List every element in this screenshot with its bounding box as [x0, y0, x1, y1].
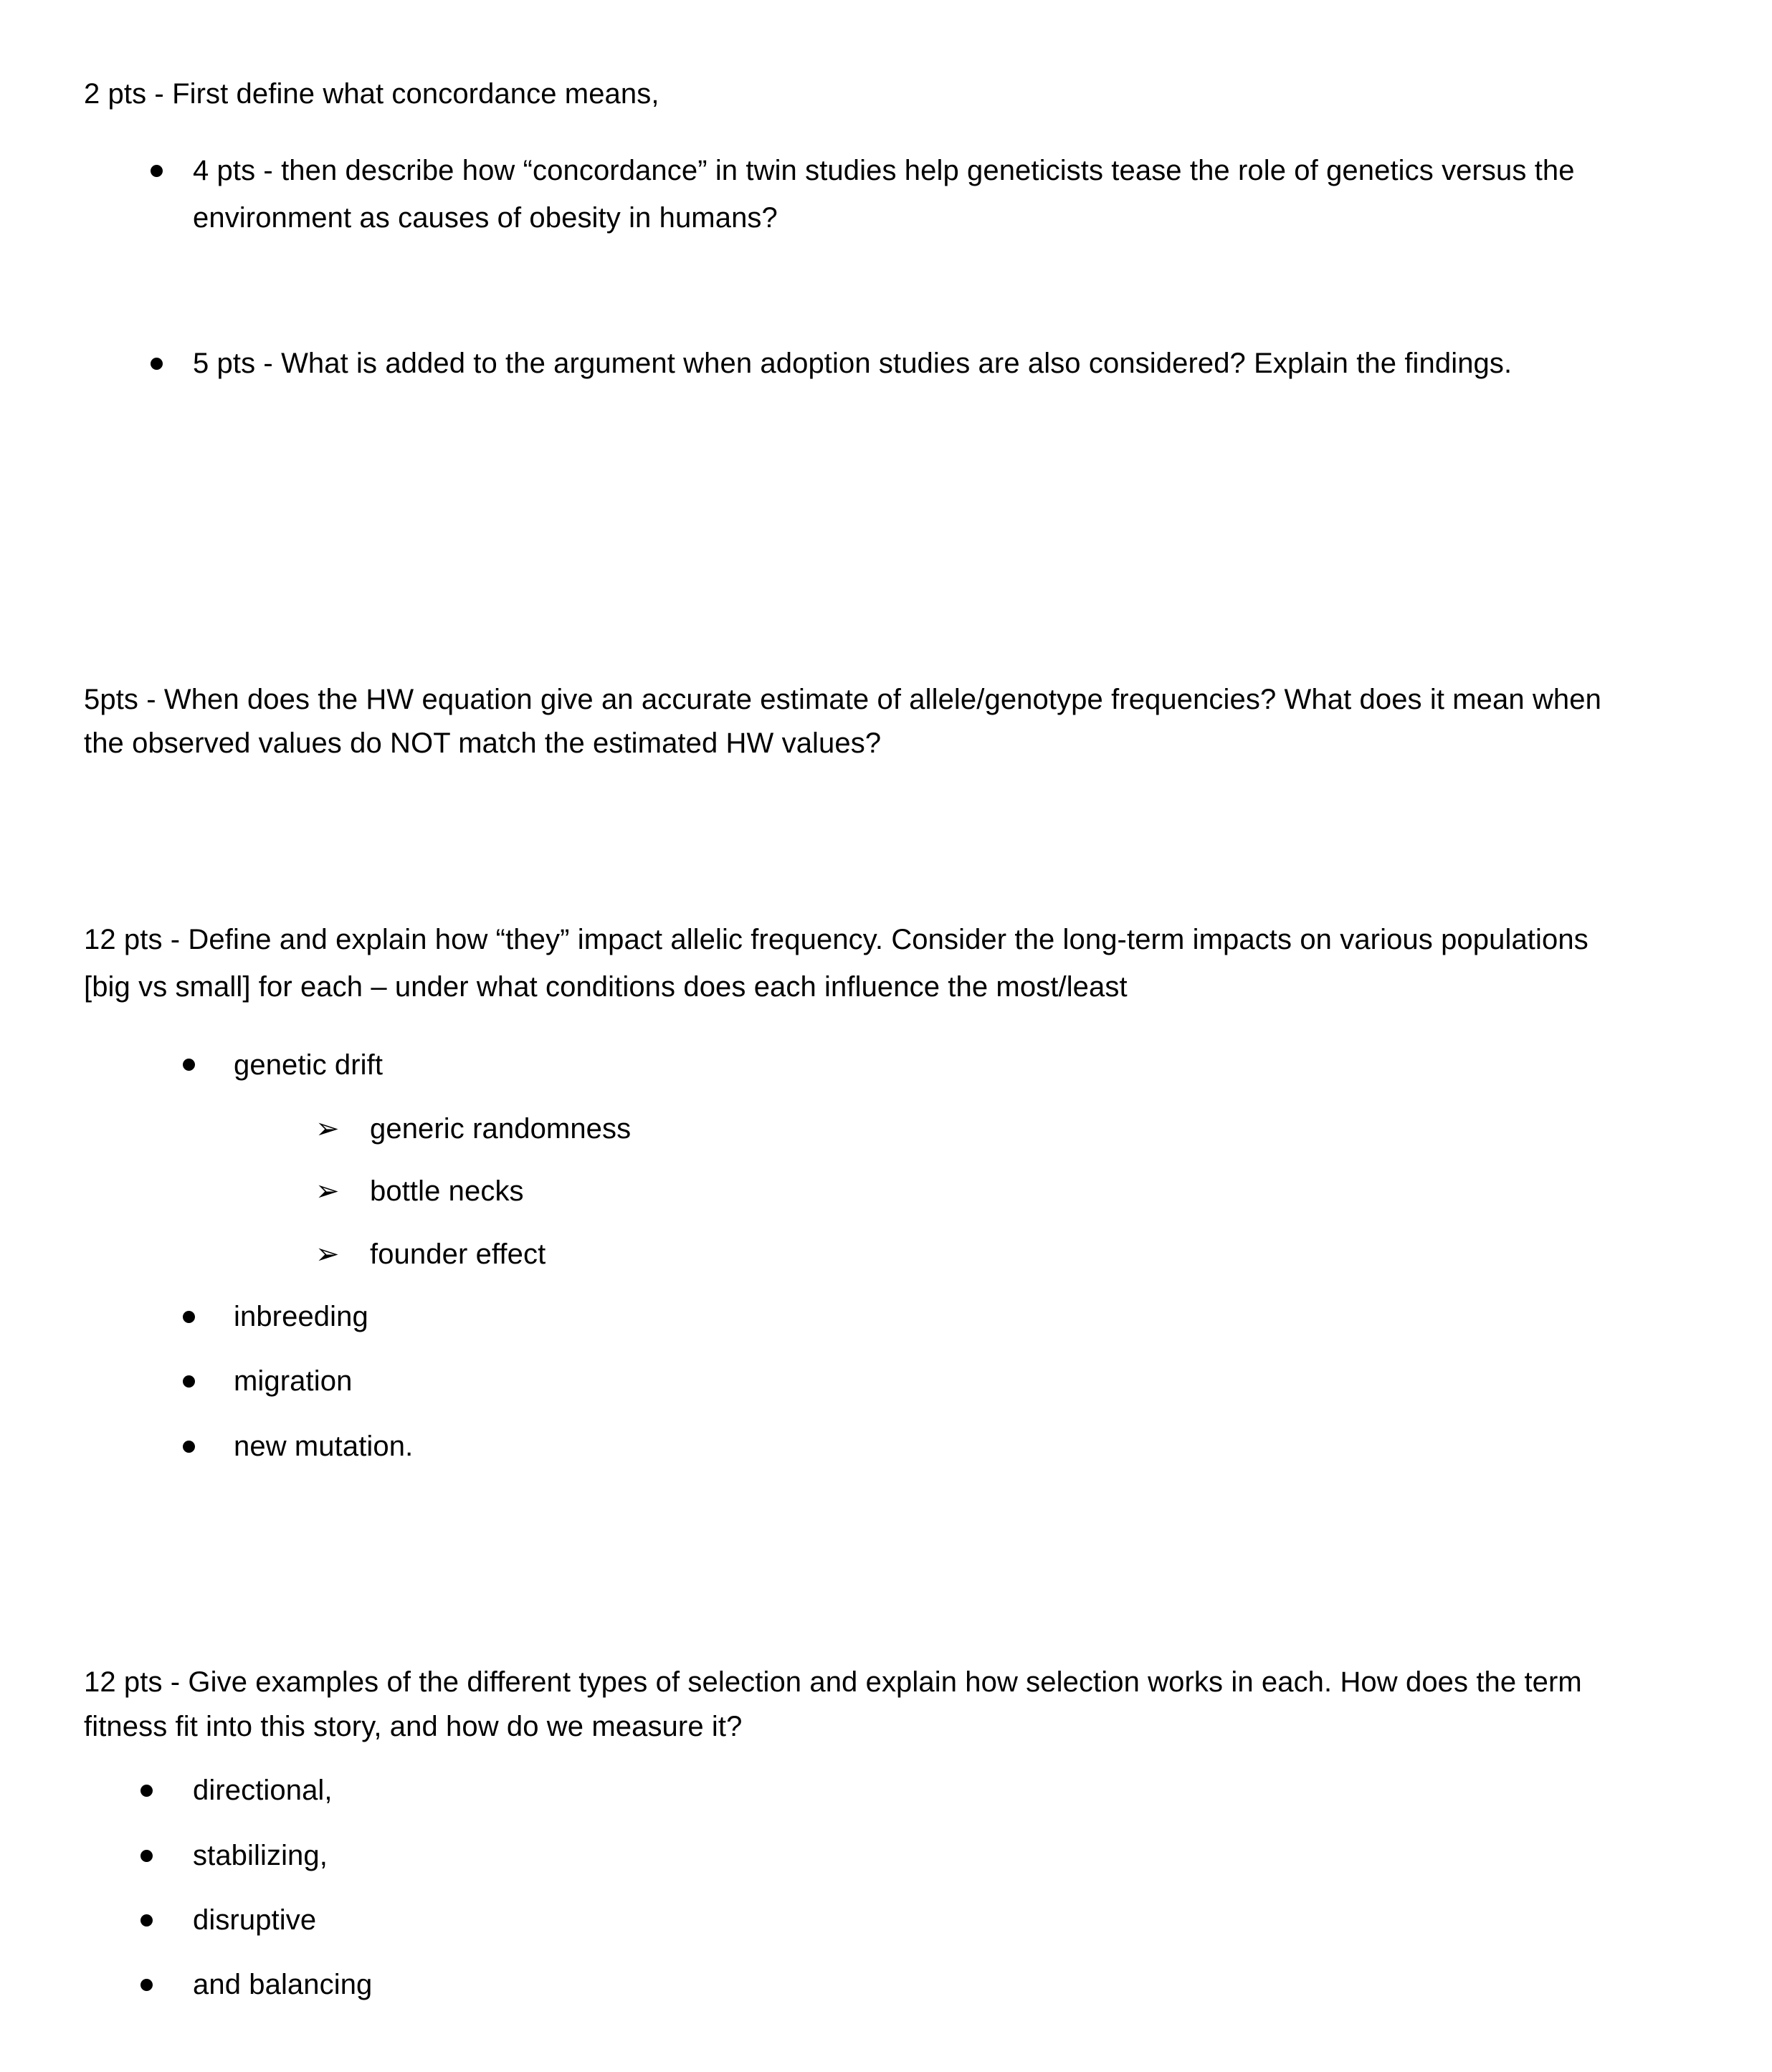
q3-item-migration: migration [234, 1365, 353, 1397]
q3-item-genetic-drift: genetic drift [234, 1049, 384, 1081]
bullet-icon [140, 1914, 153, 1927]
q4-item-disruptive: disruptive [193, 1904, 317, 1936]
q4-item-stabilizing: stabilizing, [193, 1840, 328, 1871]
arrowhead-icon: ➢ [315, 1175, 340, 1208]
bullet-icon [183, 1441, 195, 1453]
bullet-icon [183, 1059, 195, 1071]
q3-item-new-mutation: new mutation. [234, 1431, 414, 1462]
q1-bullet1-line1: 4 pts - then describe how “concordance” in twin studies help geneticists tease the role of genetics versus the [193, 155, 1575, 186]
q1-intro: 2 pts - First define what concordance means, [84, 78, 659, 110]
q3-subitem-generic-randomness: generic randomness [370, 1113, 632, 1145]
bullet-icon [183, 1311, 195, 1323]
bullet-icon [140, 1785, 153, 1797]
q3-subitem-founder-effect: founder effect [370, 1238, 546, 1270]
arrowhead-icon: ➢ [315, 1112, 340, 1145]
bullet-icon [140, 1850, 153, 1862]
bullet-icon [183, 1375, 195, 1388]
q4-line1: 12 pts - Give examples of the different types of selection and explain how selection works in each. How does the term [84, 1666, 1582, 1698]
arrowhead-icon: ➢ [315, 1238, 340, 1271]
q2-line2: the observed values do NOT match the estimated HW values? [84, 727, 882, 759]
q4-item-balancing: and balancing [193, 1969, 373, 2000]
bullet-icon [140, 1979, 153, 1991]
q4-item-directional: directional, [193, 1775, 333, 1806]
q3-line1: 12 pts - Define and explain how “they” impact allelic frequency. Consider the long-term impacts on various populations [84, 924, 1588, 955]
q2-line1: 5pts - When does the HW equation give an accurate estimate of allele/genotype frequencies? What does it mean when [84, 684, 1601, 715]
q3-subitem-bottle-necks: bottle necks [370, 1175, 524, 1207]
bullet-icon [151, 358, 163, 370]
q1-bullet1-line2: environment as causes of obesity in humans? [193, 202, 778, 234]
bullet-icon [151, 165, 163, 177]
q3-line2: [big vs small] for each – under what conditions does each influence the most/least [84, 971, 1128, 1003]
q3-item-inbreeding: inbreeding [234, 1301, 368, 1332]
q1-bullet2: 5 pts - What is added to the argument when adoption studies are also considered? Explain the findings. [193, 348, 1513, 379]
q4-line2: fitness fit into this story, and how do we measure it? [84, 1711, 743, 1742]
